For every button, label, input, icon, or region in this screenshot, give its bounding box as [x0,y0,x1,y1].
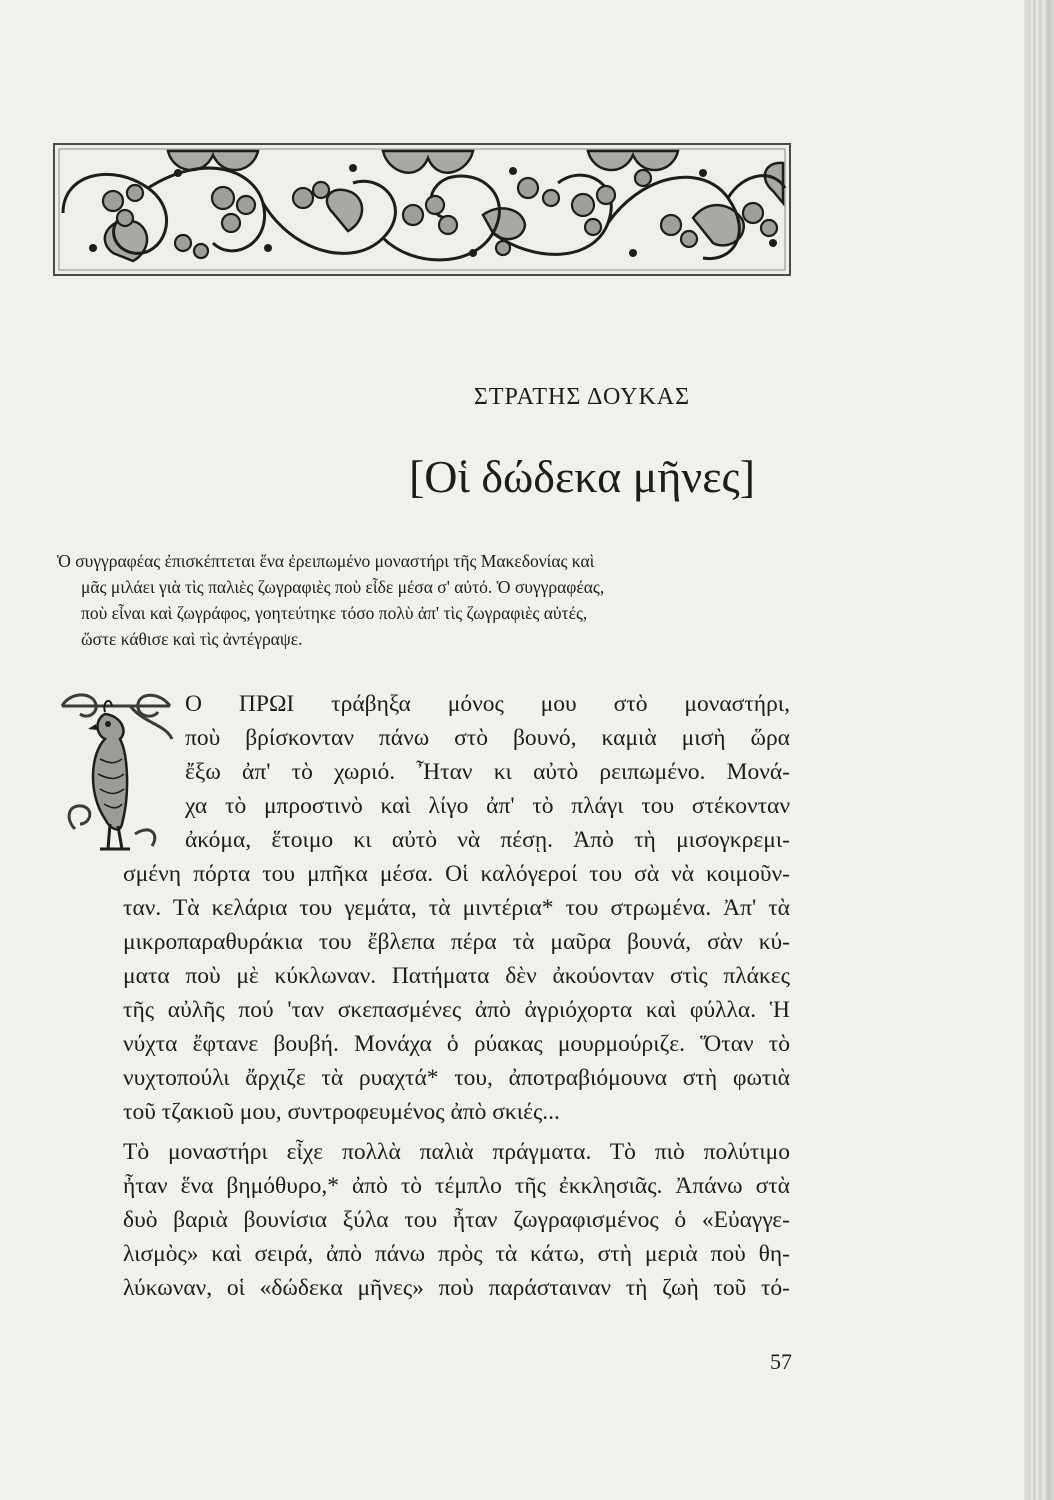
intro-line: μᾶς μιλάει γιὰ τὶς παλιὲς ζωγραφιὲς ποὺ εἶδε μέσα σ' αὐτό. Ὁ συγγραφέας, [81,577,605,597]
intro-line: ὥστε κάθισε καὶ τὶς ἀντέγραψε. [81,629,303,649]
ornament-banner [53,143,791,276]
body-line: μικροπαραθυράκια του ἔβλεπα πέρα τὰ μαῦρα βουνά, σὰν κύ- [123,929,790,955]
body-line: λύκωναν, οἱ «δώδεκα μῆνες» ποὺ παράσταιναν τὴ ζωὴ τοῦ τό- [123,1275,790,1301]
page-title: [Οἱ δώδεκα μῆνες] [408,451,756,502]
body-line: ματα ποὺ μὲ κύκλωναν. Πατήματα δὲν ἀκούονταν στὶς πλάκες [123,963,790,989]
intro-line: Ὁ συγγραφέας ἐπισκέπτεται ἕνα ἐρειπωμένο μοναστήρι τῆς Μακεδονίας καὶ [57,551,595,571]
page-edge [1024,0,1054,1500]
body-line: ταν. Τὰ κελάρια του γεμάτα, τὰ μιντέρια* του στρωμένα. Ἀπ' τὰ [123,895,790,921]
author-name: ΣΤΡΑΤΗΣ ΔΟΥΚΑΣ [473,384,691,410]
body-line: ποὺ βρίσκονταν πάνω στὸ βουνό, καμιὰ μισὴ ὥρα [185,725,790,751]
body-line: τῆς αὐλῆς πού 'ταν σκεπασμένες ἀπὸ ἀγριόχορτα καὶ φύλλα. Ἡ [123,997,790,1023]
bird-dropcap-icon [60,684,180,862]
body-line: ἔξω ἀπ' τὸ χωριό. Ἦταν κι αὐτὸ ρειπωμένο. Μονά- [185,759,790,785]
body-line: σμένη πόρτα του μπῆκα μέσα. Οἱ καλόγεροί του σὰ νὰ κοιμοῦν- [123,861,790,887]
body-line: χα τὸ μπροστινὸ καὶ λίγο ἀπ' τὸ πλάγι του στέκονταν [185,793,790,819]
body-line: Ο ΠΡΩΙ τράβηξα μόνος μου στὸ μοναστήρι, [185,691,790,717]
body-line: ἦταν ἕνα βημόθυρο,* ἀπὸ τὸ τέμπλο τῆς ἐκκλησιᾶς. Ἀπάνω στὰ [123,1173,790,1199]
body-line: Τὸ μοναστήρι εἶχε πολλὰ παλιὰ πράγματα. Τὸ πιὸ πολύτιμο [123,1139,790,1165]
intro-summary [57,548,789,652]
body-line: λισμὸς» καὶ σειρά, ἀπὸ πάνω πρὸς τὰ κάτω, στὴ μεριὰ ποὺ θη- [123,1241,790,1267]
body-line: τοῦ τζακιοῦ μου, συντροφευμένος ἀπὸ σκιές... [123,1099,560,1125]
body-line: νύχτα ἔφτανε βουβή. Μονάχα ὁ ρύακας μουρμούριζε. Ὅταν τὸ [123,1031,790,1057]
body-line: δυὸ βαριὰ βουνίσια ξύλα του ἦταν ζωγραφισμένος ὁ «Εὐαγγε- [123,1207,790,1233]
intro-line: ποὺ εἶναι καὶ ζωγράφος, γοητεύτηκε τόσο πολὺ ἀπ' τὶς ζωγραφιὲς αὐτές, [81,603,588,623]
body-line: ἀκόμα, ἕτοιμο κι αὐτὸ νὰ πέσῃ. Ἀπὸ τὴ μισογκρεμι- [185,827,790,853]
body-line: νυχτοπούλι ἄρχιζε τὰ ρυαχτά* του, ἀποτραβιόμουνα στὴ φωτιὰ [123,1065,790,1091]
page-number: 57 [770,1349,792,1374]
